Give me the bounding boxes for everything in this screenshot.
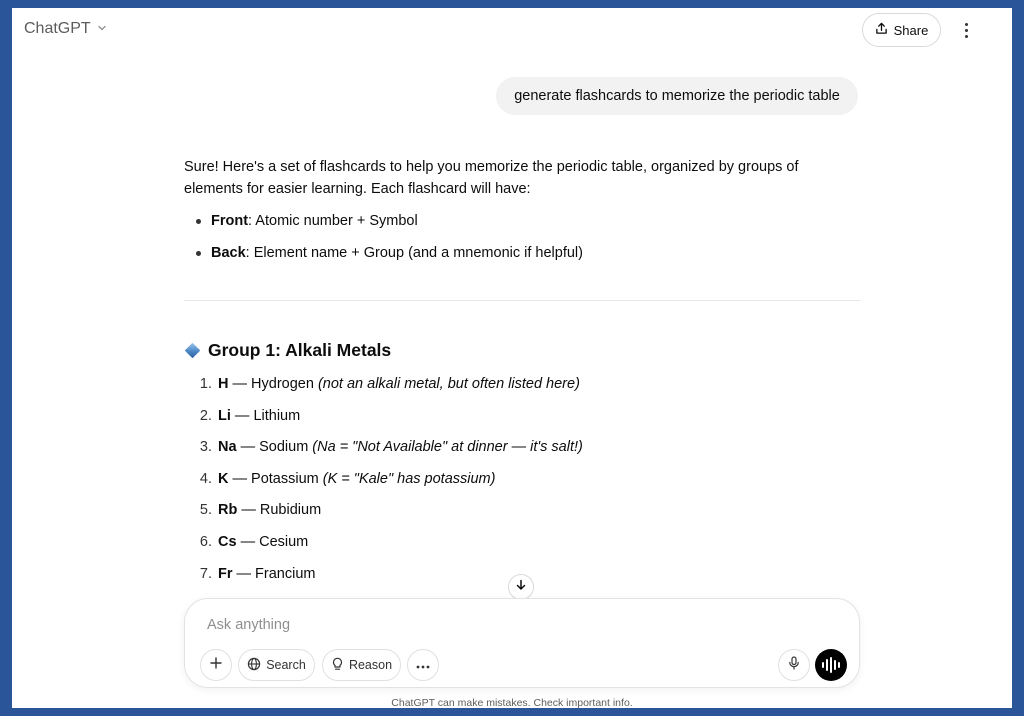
lightbulb-icon	[331, 657, 344, 674]
more-options-icon[interactable]	[956, 19, 976, 41]
list-item	[184, 468, 860, 490]
chevron-down-icon	[97, 23, 107, 36]
element-note: (not an alkali metal, but often listed here)	[317, 376, 580, 392]
section-divider	[184, 300, 860, 301]
reason-label: Reason	[348, 658, 393, 672]
element-list	[184, 373, 860, 594]
item-number: 7.	[199, 565, 212, 582]
model-switcher[interactable]	[24, 20, 107, 38]
share-icon	[875, 22, 888, 38]
list-item	[184, 405, 860, 427]
list-item	[184, 499, 860, 521]
blue-diamond-icon	[185, 343, 201, 359]
item-number: 4.	[199, 470, 212, 487]
list-item	[184, 531, 860, 553]
search-button[interactable]	[238, 649, 315, 681]
model-label: ChatGPT	[24, 20, 91, 37]
element-note: (Na = "Not Available" at dinner — it's salt!)	[312, 439, 583, 456]
scroll-to-bottom-button[interactable]	[508, 574, 534, 600]
search-label: Search	[266, 658, 306, 672]
bullet-term: Front	[211, 213, 249, 229]
bullet-term: Back	[211, 245, 246, 261]
element-symbol: Li	[218, 407, 231, 424]
waveform-icon	[822, 657, 840, 673]
assistant-intro: Sure! Here's a set of flashcards to help you memorize the periodic table, organized by groups of elements for easier learning. Each flashcard will have:	[184, 159, 799, 197]
disclaimer-text: ChatGPT can make mistakes. Check important info.	[391, 697, 633, 708]
voice-mode-button[interactable]	[815, 649, 847, 681]
list-item	[184, 436, 860, 458]
bullet-desc: : Element name + Group (and a mnemonic if helpful)	[245, 245, 583, 261]
list-item	[184, 210, 860, 232]
element-symbol: Na	[218, 439, 237, 456]
microphone-icon	[788, 656, 800, 675]
bullet-desc: : Atomic number + Symbol	[248, 213, 418, 229]
element-name: — Potassium	[228, 470, 323, 487]
item-number: 2.	[199, 407, 212, 424]
element-name: — Lithium	[230, 407, 301, 424]
element-symbol: K	[218, 470, 229, 487]
group-heading	[184, 340, 391, 361]
item-number: 5.	[199, 502, 212, 519]
element-symbol: Fr	[218, 565, 233, 582]
element-name: — Francium	[232, 565, 316, 582]
globe-icon	[247, 657, 261, 674]
ellipsis-icon	[416, 656, 430, 674]
share-label: Share	[893, 22, 929, 38]
list-item	[184, 373, 860, 395]
item-number: 3.	[199, 439, 212, 456]
assistant-message	[184, 156, 860, 274]
attach-button[interactable]	[200, 649, 232, 681]
element-symbol: Rb	[218, 502, 238, 519]
element-note: (K = "Kale" has potassium)	[322, 470, 496, 487]
flashcard-format-list	[184, 210, 860, 264]
message-composer	[184, 598, 860, 688]
item-number: 6.	[199, 533, 212, 550]
element-name: — Cesium	[236, 533, 309, 550]
prompt-input[interactable]	[207, 613, 807, 637]
chat-window	[12, 8, 1012, 708]
arrow-down-icon	[515, 578, 527, 596]
element-name: — Hydrogen	[228, 376, 318, 392]
element-name: — Rubidium	[237, 502, 322, 519]
element-symbol: Cs	[218, 533, 237, 550]
dictate-button[interactable]	[778, 649, 810, 681]
element-name: — Sodium	[236, 439, 313, 456]
reason-button[interactable]	[322, 649, 401, 681]
more-tools-button[interactable]	[407, 649, 439, 681]
group-title: Group 1: Alkali Metals	[208, 340, 392, 360]
plus-icon	[209, 656, 223, 675]
share-button[interactable]	[862, 13, 941, 47]
list-item	[184, 242, 860, 264]
user-message-bubble: generate flashcards to memorize the periodic table	[496, 77, 858, 115]
item-number: 1.	[199, 376, 212, 392]
element-symbol: H	[218, 376, 229, 392]
top-bar	[12, 8, 1012, 52]
